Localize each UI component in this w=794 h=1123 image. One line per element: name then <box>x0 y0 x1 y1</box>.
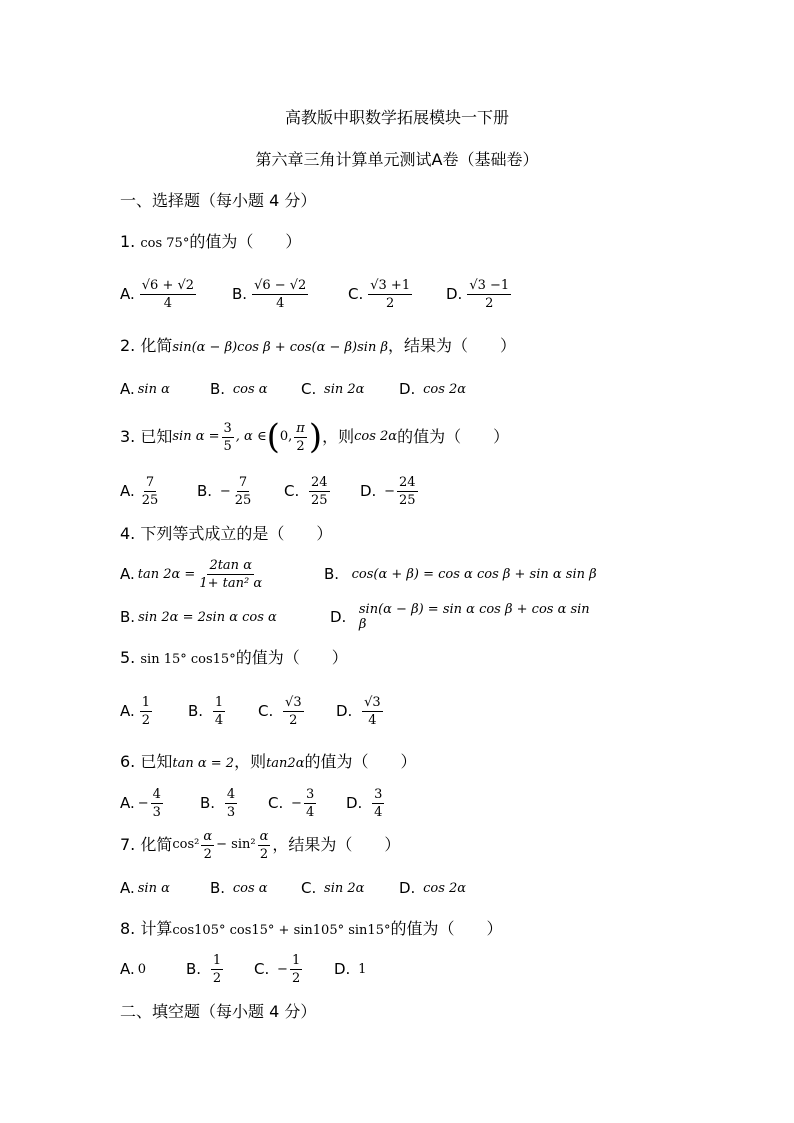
option-b: B. cos α <box>210 879 268 897</box>
question-text: ，结果为（ ） <box>387 336 516 355</box>
question-1 <box>120 232 301 254</box>
section-title-fill: 二、填空题（每小题 4 分） <box>120 1002 317 1021</box>
option-d: D. cos 2α <box>399 380 467 398</box>
question-6 <box>120 752 417 774</box>
question-number: 8. <box>120 919 136 938</box>
option-a: A. $\frac{7}{25}$ <box>120 474 159 508</box>
option-d: D. 1 <box>334 960 367 978</box>
question-text: 已知 <box>140 427 173 446</box>
math-expression: cos 75° <box>140 236 190 251</box>
question-4 <box>120 524 332 544</box>
option-a: A. 0 <box>120 960 147 978</box>
question-8 <box>120 919 502 941</box>
question-text: ，结果为（ ） <box>272 835 401 854</box>
options-q3 <box>120 468 440 514</box>
options-q4-row1 <box>120 551 600 597</box>
section-title-choice: 一、选择题（每小题 4 分） <box>120 191 317 210</box>
option-a: A. $\frac{1}{2}$ <box>120 694 151 728</box>
question-text: ，则 <box>234 752 267 771</box>
option-a: A. − $\frac{4}{3}$ <box>120 786 161 820</box>
options-q2 <box>120 366 500 412</box>
math-expression: cos² <box>172 837 200 852</box>
option-c: C. $\frac{√3}{2}$ <box>258 694 302 728</box>
question-number: 6. <box>120 752 136 771</box>
option-c: C. $\frac{24}{25}$ <box>284 474 328 508</box>
option-a: A. sin α <box>120 380 170 398</box>
math-expression: tan α = 2 <box>172 756 235 771</box>
question-number: 3. <box>120 427 136 446</box>
option-a: A. sin α <box>120 879 170 897</box>
math-expression: tan2α <box>266 756 305 771</box>
question-3 <box>120 414 509 460</box>
option-b: B. $\frac{1}{4}$ <box>188 694 224 728</box>
question-text: 的值为（ ） <box>397 427 510 446</box>
math-expression: sin 15° cos15° <box>140 652 236 667</box>
math-fraction: $\frac{\pi}{2}$ <box>296 420 305 454</box>
question-text: ，则 <box>322 427 355 446</box>
option-c: C. − $\frac{1}{2}$ <box>254 952 301 986</box>
question-number: 1. <box>120 232 136 251</box>
question-number: 7. <box>120 835 136 854</box>
option-b: B. cos α <box>210 380 268 398</box>
question-text: 化简 <box>140 835 173 854</box>
question-text: 的值为（ ） <box>189 232 302 251</box>
options-q4-row2 <box>120 594 600 640</box>
math-fraction: $\frac{\alpha}{2}$ <box>203 828 213 862</box>
math-expression: cos105° cos15° + sin105° sin15° <box>172 923 391 938</box>
math-expression: , α ∈ <box>235 429 267 444</box>
options-q7 <box>120 865 500 911</box>
option-d: D. $\frac{√3 -1}{2}$ <box>446 277 510 311</box>
question-text: 的值为（ ） <box>390 919 503 938</box>
question-text: 计算 <box>140 919 173 938</box>
options-q5 <box>120 688 420 734</box>
options-q1 <box>120 271 540 317</box>
question-number: 4. <box>120 524 136 543</box>
option-a: A. $\frac{√6 + √2}{4}$ <box>120 277 195 311</box>
option-b: B. $\frac{4}{3}$ <box>200 786 236 820</box>
math-expression: 0, <box>279 429 293 444</box>
math-fraction: $\frac{\alpha}{2}$ <box>259 828 269 862</box>
question-text: 的值为（ ） <box>235 648 348 667</box>
question-text: 下列等式成立的是（ ） <box>140 524 333 543</box>
question-number: 2. <box>120 336 136 355</box>
question-5 <box>120 648 348 670</box>
interval-left-paren: ( <box>266 417 280 457</box>
option-c: C. sin 2α <box>301 879 365 897</box>
math-expression: − sin² <box>216 837 256 852</box>
question-2 <box>120 336 516 358</box>
interval-right-paren: ) <box>308 417 323 457</box>
option-b: B. cos(α + β) = cos α cos β + sin α sin β <box>324 565 597 583</box>
document-title: 高教版中职数学拓展模块一下册 <box>284 108 509 127</box>
document-subtitle: 第六章三角计算单元测试A卷（基础卷） <box>255 150 539 169</box>
question-text: 化简 <box>140 336 173 355</box>
math-expression: sin(α − β)cos β + cos(α − β)sin β <box>172 340 388 355</box>
option-d: D. − $\frac{24}{25}$ <box>360 474 416 508</box>
option-a: A. tan 2α = $\frac{\text{2tan α}}{\text{1+ tan² α}}$ <box>120 557 263 591</box>
question-7 <box>120 822 400 868</box>
options-q6 <box>120 780 420 826</box>
option-d: D. $\frac{3}{4}$ <box>346 786 383 820</box>
question-text: 的值为（ ） <box>304 752 417 771</box>
math-fraction: $\frac{3}{5}$ <box>223 420 232 454</box>
math-expression: sin α = <box>172 429 220 444</box>
option-c: C. $\frac{√3 +1}{2}$ <box>348 277 411 311</box>
options-q8 <box>120 946 400 992</box>
option-c: C. − $\frac{3}{4}$ <box>268 786 315 820</box>
option-b: B. $\frac{√6 - √2}{4}$ <box>232 277 307 311</box>
option-b: B. − $\frac{7}{25}$ <box>197 474 252 508</box>
option-c: C. sin 2α <box>301 380 365 398</box>
option-d: D. sin(α − β) = sin α cos β + cos α sin β <box>330 602 590 632</box>
question-text: 已知 <box>140 752 173 771</box>
math-expression: cos 2α <box>354 429 398 444</box>
option-b: B. $\frac{1}{2}$ <box>186 952 222 986</box>
option-c: B. sin 2α = 2sin α cos α <box>120 608 277 626</box>
option-d: D. $\frac{√3}{4}$ <box>336 694 381 728</box>
question-number: 5. <box>120 648 136 667</box>
option-d: D. cos 2α <box>399 879 467 897</box>
